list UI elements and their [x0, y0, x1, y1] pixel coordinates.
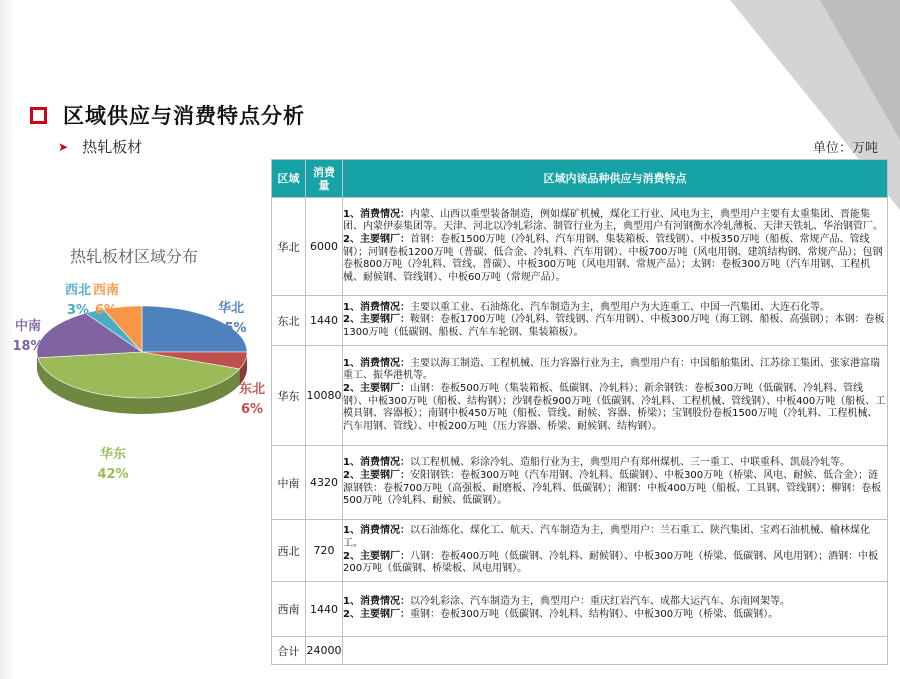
svg-text:6%: 6% [240, 402, 264, 417]
pie-chart [0, 270, 275, 500]
consume-text: 主要以重工业、石油炼化、汽车制造为主，典型用户为大连重工、中国一汽集团、大连石化等。 [409, 301, 830, 313]
header-features: 区域内该品种供应与消费特点 [343, 160, 888, 198]
subtitle-text: 热轧板材 [82, 138, 143, 156]
svg-text:中南: 中南 [14, 319, 42, 334]
region-cell: 西北 [272, 520, 306, 582]
consume-label: 1、消费情况 [343, 525, 400, 537]
chart-title: 热轧板材区域分布 [70, 247, 199, 266]
pie-label-西南 [93, 282, 119, 318]
consume-label: 1、消费情况 [343, 301, 400, 313]
mills-label: 2、主要钢厂 [343, 550, 400, 562]
svg-text:华东: 华东 [99, 447, 127, 462]
mills-text: 鞍钢：卷板1700万吨（冷轧料、管线钢、汽车用钢）、中板300万吨（海工钢、船板、高强钢）；本钢：卷板1300万吨（低碳钢、船板、汽车车轮钢、集装箱板）。 [343, 314, 885, 338]
mills-label: 2、主要钢厂 [343, 233, 400, 245]
table-row [272, 520, 888, 582]
section-subtitle [58, 136, 142, 157]
total-value-cell: 24000 [306, 637, 343, 665]
consumption-cell: 4320 [306, 446, 343, 520]
slide-title [30, 100, 305, 130]
consume-text: 以工程机械、彩涂冷轧、造船行业为主，典型用户有郑州煤机、三一重工、中联重科、凯晨冷轧等。 [409, 457, 850, 469]
region-cell: 中南 [272, 446, 306, 520]
consumption-cell: 10080 [306, 346, 343, 446]
pie-label-华东 [97, 446, 128, 482]
svg-text:6%: 6% [94, 303, 118, 318]
consume-label: 1、消费情况 [343, 208, 400, 220]
consume-text: 以石油炼化、煤化工、航天、汽车制造为主，典型用户：兰石重工、陕汽集团、宝鸡石油机械、榆林煤化工。 [343, 525, 870, 549]
consume-text: 以冷轧彩涂、汽车制造为主，典型用户：重庆红岩汽车、成都大运汽车、东南网架等。 [409, 596, 790, 608]
consume-label: 1、消费情况 [343, 596, 400, 608]
table-row [272, 296, 888, 346]
mills-text: 首钢：卷板1500万吨（冷轧料、汽车用钢、集装箱板、管线钢）、中板350万吨（船板、常规产品、管线钢）；河钢卷板1200万吨（普碳、低合金、冷轧料、汽车用钢）、中板700万吨（风电用钢、建筑结构钢、常规产品）；包钢卷板800万吨（冷轧料、管线、普碳）、中板300万吨（风电用钢、常规产品）；太钢：卷板300万吨（汽车用钢、工程机械、耐候钢、管线钢）、中板60万吨（常规产品）。 [343, 233, 883, 283]
region-cell: 东北 [272, 296, 306, 346]
pie-label-东北 [239, 381, 265, 417]
svg-text:东北: 东北 [238, 382, 266, 397]
page-title: 区域供应与消费特点分析 [63, 104, 305, 128]
header-consumption: 消费量 [306, 160, 343, 198]
mills-label: 2、主要钢厂 [343, 609, 400, 620]
mills-text: 安阳钢铁：卷板300万吨（汽车用钢、冷轧料、低碳钢）、中板300万吨（桥梁、风电、耐候、低合金）；涟源钢铁：卷板700万吨（高强板、耐磨板、冷轧料、低碳钢）；湘钢：中板400万吨（船板、工具钢、管线钢）；柳钢：卷板500万吨（冷轧料、耐候、低碳钢）。 [343, 469, 882, 507]
table-row [272, 446, 888, 520]
pie-label-西北 [65, 282, 91, 318]
region-cell: 西南 [272, 582, 306, 637]
consume-text: 主要以海工制造、工程机械、压力容器行业为主，典型用户有：中国船舶集团、江苏徐工集团、张家港富瑞重工、振华港机等。 [343, 357, 880, 382]
total-empty-cell [343, 637, 888, 665]
region-table [271, 159, 888, 665]
consume-text: 内蒙、山西以重型装备制造，例如煤矿机械，煤化工行业、风电为主，典型用户主要有太重集团、晋能集团、内蒙伊泰集团等。天津、河北以冷轧彩涂、制管行业为主，典型用户有河钢衡水冷轧薄板、天津天铁轧、华治钢管厂。 [343, 208, 883, 233]
consumption-cell: 720 [306, 520, 343, 582]
consume-label: 1、消费情况 [343, 457, 400, 469]
region-cell: 华东 [272, 346, 306, 446]
mills-text: 重钢：卷板300万吨（低碳钢、冷轧料、结构钢）、中板300万吨（桥梁、低碳钢）。 [409, 609, 779, 620]
title-bullet-icon [30, 107, 47, 124]
features-cell: 1、消费情况：以冷轧彩涂、汽车制造为主，典型用户：重庆红岩汽车、成都大运汽车、东南网架等。 2、主要钢厂：重钢：卷板300万吨（低碳钢、冷轧料、结构钢）、中板300万吨（桥梁、低碳钢）。 [343, 582, 888, 637]
features-cell: 1、消费情况：以石油炼化、煤化工、航天、汽车制造为主，典型用户：兰石重工、陕汽集团、宝鸡石油机械、榆林煤化工。 2、主要钢厂：八钢：卷板400万吨（低碳钢、冷轧料、耐候钢）、中板300万吨（桥梁、低碳钢、风电用钢）；酒钢：中板200万吨（低碳钢、桥梁板、风电用钢）。 [343, 520, 888, 582]
svg-text:西南: 西南 [92, 283, 120, 298]
arrow-bullet-icon: ➤ [58, 139, 69, 154]
total-label-cell: 合计 [272, 637, 306, 665]
features-cell: 1、消费情况：主要以重工业、石油炼化、汽车制造为主，典型用户为大连重工、中国一汽集团、大连石化等。 2、主要钢厂：鞍钢：卷板1700万吨（冷轧料、管线钢、汽车用钢）、中板300万吨（海工钢、船板、高强钢）；本钢：卷板1300万吨（低碳钢、船板、汽车车轮钢、集装箱板）。 [343, 296, 888, 346]
mills-text: 山钢：卷板500万吨（集装箱板、低碳钢、冷轧料）；新余钢铁：卷板300万吨（低碳钢、冷轧料、管线钢）、中板300万吨（船板、结构钢）；沙钢卷板900万吨（低碳钢、冷轧料、工程机械、管线钢）、中板400万吨（船板、工模具钢、容器板）；南钢中板450万吨（船板、管线、耐候、容器、桥梁）；宝钢股份卷板1500万吨（冷轧料、工程机械、汽车用钢、管线）、中板200万吨（压力容器、桥梁、耐候钢、结构钢）。 [343, 382, 886, 432]
table-row [272, 582, 888, 637]
svg-text:华北: 华北 [217, 301, 245, 316]
table-row [272, 198, 888, 296]
table-row [272, 346, 888, 446]
pie-label-中南 [12, 318, 43, 354]
features-cell: 1、消费情况：内蒙、山西以重型装备制造，例如煤矿机械，煤化工行业、风电为主，典型用户主要有太重集团、晋能集团、内蒙伊泰集团等。天津、河北以冷轧彩涂、制管行业为主，典型用户有河钢衡水冷轧薄板、天津天铁轧、华治钢管厂。 2、主要钢厂：首钢：卷板1500万吨（冷轧料、汽车用钢、集装箱板、管线钢）、中板350万吨（船板、常规产品、管线钢）；河钢卷板1200万吨（普碳、低合金、冷轧料、汽车用钢）、中板700万吨（风电用钢、建筑结构钢、常规产品）；包钢卷板800万吨（冷轧料、管线、普碳）、中板300万吨（风电用钢、常规产品）；太钢：卷板300万吨（汽车用钢、工程机械、耐候钢、管线钢）、中板60万吨（常规产品）。 [343, 198, 888, 296]
consumption-cell: 1440 [306, 296, 343, 346]
pie-label-华北 [215, 300, 246, 336]
mills-label: 2、主要钢厂 [343, 314, 400, 326]
features-cell: 1、消费情况：主要以海工制造、工程机械、压力容器行业为主，典型用户有：中国船舶集团、江苏徐工集团、张家港富瑞重工、振华港机等。 2、主要钢厂：山钢：卷板500万吨（集装箱板、低碳钢、冷轧料）；新余钢铁：卷板300万吨（低碳钢、冷轧料、管线钢）、中板300万吨（船板、结构钢）；沙钢卷板900万吨（低碳钢、冷轧料、工程机械、管线钢）、中板400万吨（船板、工模具钢、容器板）；南钢中板450万吨（船板、管线、耐候、容器、桥梁）；宝钢股份卷板1500万吨（冷轧料、工程机械、汽车用钢、管线）、中板200万吨（压力容器、桥梁、耐候钢、结构钢）。 [343, 346, 888, 446]
header-region: 区域 [272, 160, 306, 198]
unit-label: 单位：万吨 [812, 141, 878, 156]
table-total-row [272, 637, 888, 665]
mills-label: 2、主要钢厂 [343, 382, 400, 394]
svg-text:3%: 3% [66, 303, 90, 318]
mills-text: 八钢：卷板400万吨（低碳钢、冷轧料、耐候钢）、中板300万吨（桥梁、低碳钢、风电用钢）；酒钢：中板200万吨（低碳钢、桥梁板、风电用钢）。 [343, 550, 879, 575]
features-cell: 1、消费情况：以工程机械、彩涂冷轧、造船行业为主，典型用户有郑州煤机、三一重工、中联重科、凯晨冷轧等。 2、主要钢厂：安阳钢铁：卷板300万吨（汽车用钢、冷轧料、低碳钢）、中板300万吨（桥梁、风电、耐候、低合金）；涟源钢铁：卷板700万吨（高强板、耐磨板、冷轧料、低碳钢）；湘钢：中板400万吨（船板、工具钢、管线钢）；柳钢：卷板500万吨（冷轧料、耐候、低碳钢）。 [343, 446, 888, 520]
table-header-row [272, 160, 888, 198]
consume-label: 1、消费情况 [343, 357, 400, 369]
svg-text:42%: 42% [97, 467, 129, 482]
region-cell: 华北 [272, 198, 306, 296]
svg-text:25%: 25% [215, 321, 247, 336]
consumption-cell: 1440 [306, 582, 343, 637]
mills-label: 2、主要钢厂 [343, 469, 400, 481]
svg-text:18%: 18% [12, 339, 44, 354]
consumption-cell: 6000 [306, 198, 343, 296]
svg-text:西北: 西北 [64, 283, 92, 298]
